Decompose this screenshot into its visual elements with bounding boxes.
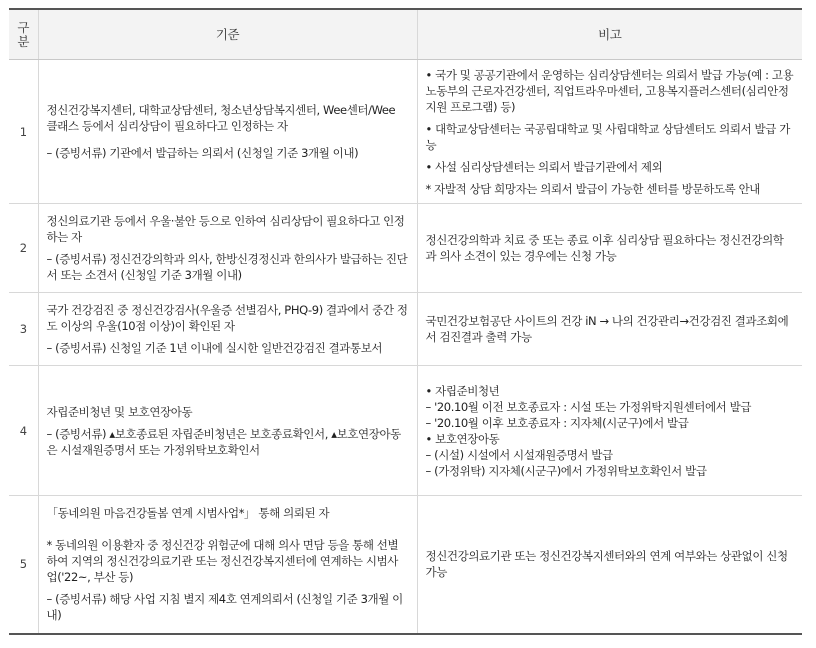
row-number: 1 — [9, 60, 38, 204]
remark-item: • 국가 및 공공기관에서 운영하는 심리상담센터는 의뢰서 발급 가능(예 : 고용노동부의 근로자건강센터, 직업트라우마센터, 고용복지플러스센터(심리안정지원 프로그램) 등) — [425, 67, 794, 114]
remarks-cell — [417, 293, 802, 366]
table-row — [9, 496, 802, 634]
criteria-table — [9, 8, 802, 635]
remark-item: 정신건강의료기관 또는 정신건강복지센터와의 연계 여부와는 상관없이 신청 가능 — [425, 549, 788, 580]
criteria-evidence: – (증빙서류) 신청일 기준 1년 이내에 실시한 일반건강검진 결과통보서 — [46, 341, 383, 355]
criteria-main: 정신건강복지센터, 대학교상담센터, 청소년상담복지센터, Wee센터/Wee 클래스 등에서 심리상담이 필요하다고 인정하는 자 — [46, 103, 396, 133]
criteria-table-wrapper — [9, 8, 802, 635]
remark-item: – (시설) 시설에서 시설재원증명서 발급 — [425, 447, 613, 462]
criteria-evidence: – (증빙서류) 정신건강의학과 의사, 한방신경정신과 한의사가 발급하는 진단서 또는 소견서 (신청일 기준 3개월 이내) — [46, 252, 408, 282]
header-gubun — [9, 9, 38, 60]
remark-item: • 보호연장아동 — [425, 431, 500, 446]
criteria-main: 국가 건강검진 중 정신건강검사(우울증 선별검사, PHQ-9) 결과에서 중간 정도 이상의 우울(10점 이상)이 확인된 자 — [46, 303, 408, 333]
row-number: 2 — [9, 204, 38, 293]
remark-item: 정신건강의학과 치료 중 또는 종료 이후 심리상담 필요하다는 정신건강의학과 의사 소견이 있는 경우에는 신청 가능 — [425, 233, 784, 263]
criteria-evidence: – (증빙서류) ▴보호종료된 자립준비청년은 보호종료확인서, ▴보호연장아동은 시설재원증명서 또는 가정위탁보호확인서 — [46, 426, 401, 457]
criteria-cell — [38, 366, 417, 496]
table-row — [9, 60, 802, 204]
header-remarks: 비고 — [417, 9, 802, 60]
table-row — [9, 366, 802, 496]
criteria-cell — [38, 293, 417, 366]
row-number: 5 — [9, 496, 38, 634]
remark-item: • 자립준비청년 — [425, 383, 500, 398]
header-criteria: 기준 — [38, 9, 417, 60]
criteria-evidence: – (증빙서류) 기관에서 발급하는 의뢰서 (신청일 기준 3개월 이내) — [46, 146, 359, 160]
row-number: 3 — [9, 293, 38, 366]
table-row — [9, 204, 802, 293]
criteria-main: 정신의료기관 등에서 우울·불안 등으로 인하여 심리상담이 필요하다고 인정하는 자 — [46, 214, 405, 244]
criteria-main: 「동네의원 마음건강돌봄 연계 시범사업*」 통해 의뢰된 자 — [46, 506, 330, 521]
remarks-cell — [417, 60, 802, 204]
criteria-cell — [38, 496, 417, 634]
criteria-main: 자립준비청년 및 보호연장아동 — [46, 404, 193, 419]
remarks-cell — [417, 366, 802, 496]
remark-item: • 대학교상담센터는 국공립대학교 및 사립대학교 상담센터도 의뢰서 발급 가능 — [425, 121, 790, 152]
criteria-cell — [38, 204, 417, 293]
criteria-footnote: * 동네의원 이용환자 중 정신건강 위험군에 대해 의사 면담 등을 통해 선별하여 지역의 정신건강의료기관 또는 정신건강복지센터에 연계하는 시범사업('22~, 부산 등) — [46, 538, 399, 585]
remark-item: • 사설 심리상담센터는 의뢰서 발급기관에서 제외 — [425, 159, 663, 174]
remark-item: – '20.10월 이전 보호종료자 : 시설 또는 가정위탁지원센터에서 발급 — [425, 399, 752, 414]
remark-item: – '20.10월 이후 보호종료자 : 지자체(시군구)에서 발급 — [425, 415, 689, 430]
remark-item: 국민건강보험공단 사이트의 건강 iN → 나의 건강관리→건강검진 결과조회에서 검진결과 출력 가능 — [425, 314, 789, 344]
row-number: 4 — [9, 366, 38, 496]
table-header-row — [9, 9, 802, 60]
criteria-evidence: – (증빙서류) 해당 사업 지침 별지 제4호 연계의뢰서 (신청일 기준 3개월 이내) — [46, 592, 403, 623]
remark-note: * 자발적 상담 희망자는 의뢰서 발급이 가능한 센터를 방문하도록 안내 — [425, 181, 760, 196]
table-row — [9, 293, 802, 366]
remark-item: – (가정위탁) 지자체(시군구)에서 가정위탁보호확인서 발급 — [425, 463, 707, 478]
header-gubun-label: 구분 — [17, 19, 30, 49]
remarks-cell — [417, 204, 802, 293]
criteria-cell — [38, 60, 417, 204]
remarks-cell — [417, 496, 802, 634]
